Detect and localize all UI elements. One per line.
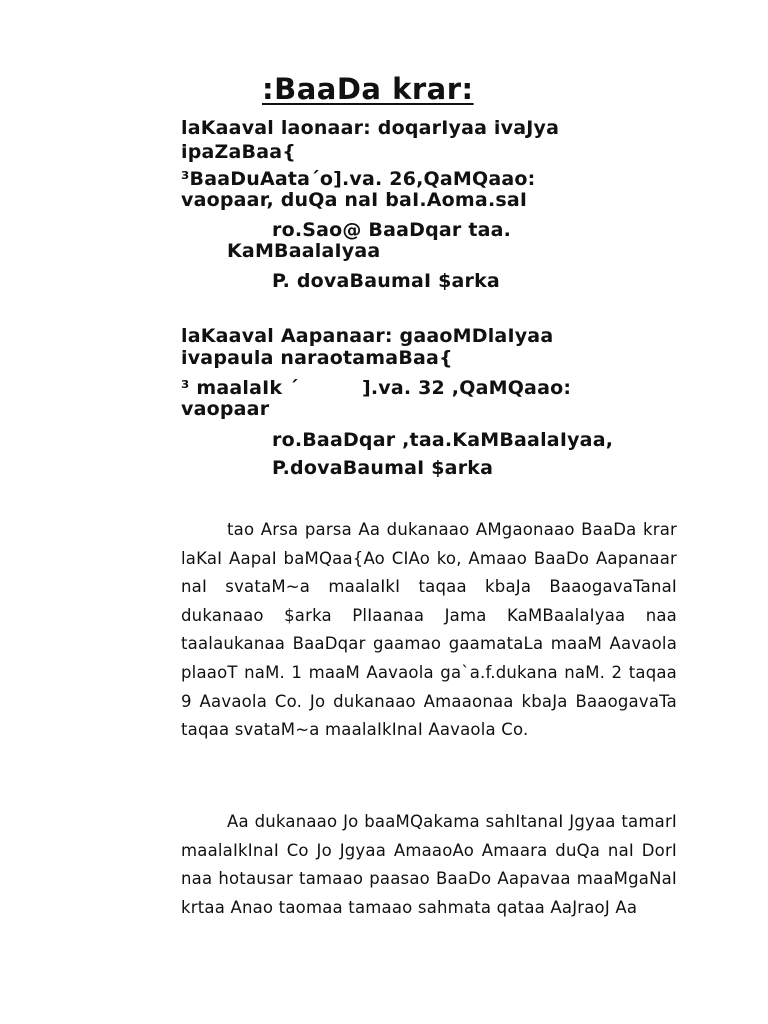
body-paragraph: Aa dukanaao Jo baaMQakama sahItanaI Jgyaa tamarI maalaIkInaI Co Jo Jgyaa AmaaoAo Amaara duQa naI DorI naa hotausar tamaao paasao BaaDo Aapavaa maaMgaNaI krtaa Anao taomaa tamaao sahmata qataa AaJraoJ Aa: [181, 812, 677, 917]
party2-line: ivapaula naraotamaBaa{: [181, 347, 453, 369]
party1-line: P. dovaBaumaI $arka: [272, 270, 500, 292]
party2-line: vaopaar: [181, 398, 270, 420]
document-title: :BaaDa krar:: [262, 72, 474, 106]
party2-line: ro.BaaDqar ,taa.KaMBaalaIyaa,: [272, 429, 614, 451]
party1-line: ³BaaDuAata´o].va. 26,QaMQaao:: [181, 168, 536, 190]
party1-line: ipaZaBaa{: [181, 141, 296, 163]
party2-line: ].va. 32 ,QaMQaao:: [362, 377, 572, 399]
party1-line: vaopaar, duQa naI baI.Aoma.saI: [181, 189, 528, 211]
body-paragraph: tao Arsa parsa Aa dukanaao AMgaonaao BaaDa krar laKaI AapaI baMQaa{Ao CIAo ko, Amaao BaaDo Aapanaar naI svataM~a maalaIkI taqaa kbaJa BaaogavaTanaI dukanaao $arka PlIaanaa Jama KaMBaalaIyaa naa taalaukanaa BaaDqar gaamao gaamataLa maaM Aavaola plaaoT naM. 1 maaM Aavaola ga`a.f.dukana naM. 2 taqaa 9 Aavaola Co. Jo dukanaao Amaaonaa kbaJa BaaogavaTa taqaa svataM~a maalaIkInaI Aavaola Co.: [181, 520, 677, 740]
party2-line: ³ maalaIk ´: [181, 377, 299, 399]
party2-line: laKaaval Aapanaar: gaaoMDlaIyaa: [181, 325, 554, 347]
party2-line: P.dovaBaumaI $arka: [272, 457, 494, 479]
party1-line: ro.Sao@ BaaDqar taa.: [272, 219, 512, 241]
party1-line: KaMBaalaIyaa: [227, 240, 381, 262]
party1-line: laKaaval laonaar: doqarIyaa ivaJya: [181, 117, 560, 139]
